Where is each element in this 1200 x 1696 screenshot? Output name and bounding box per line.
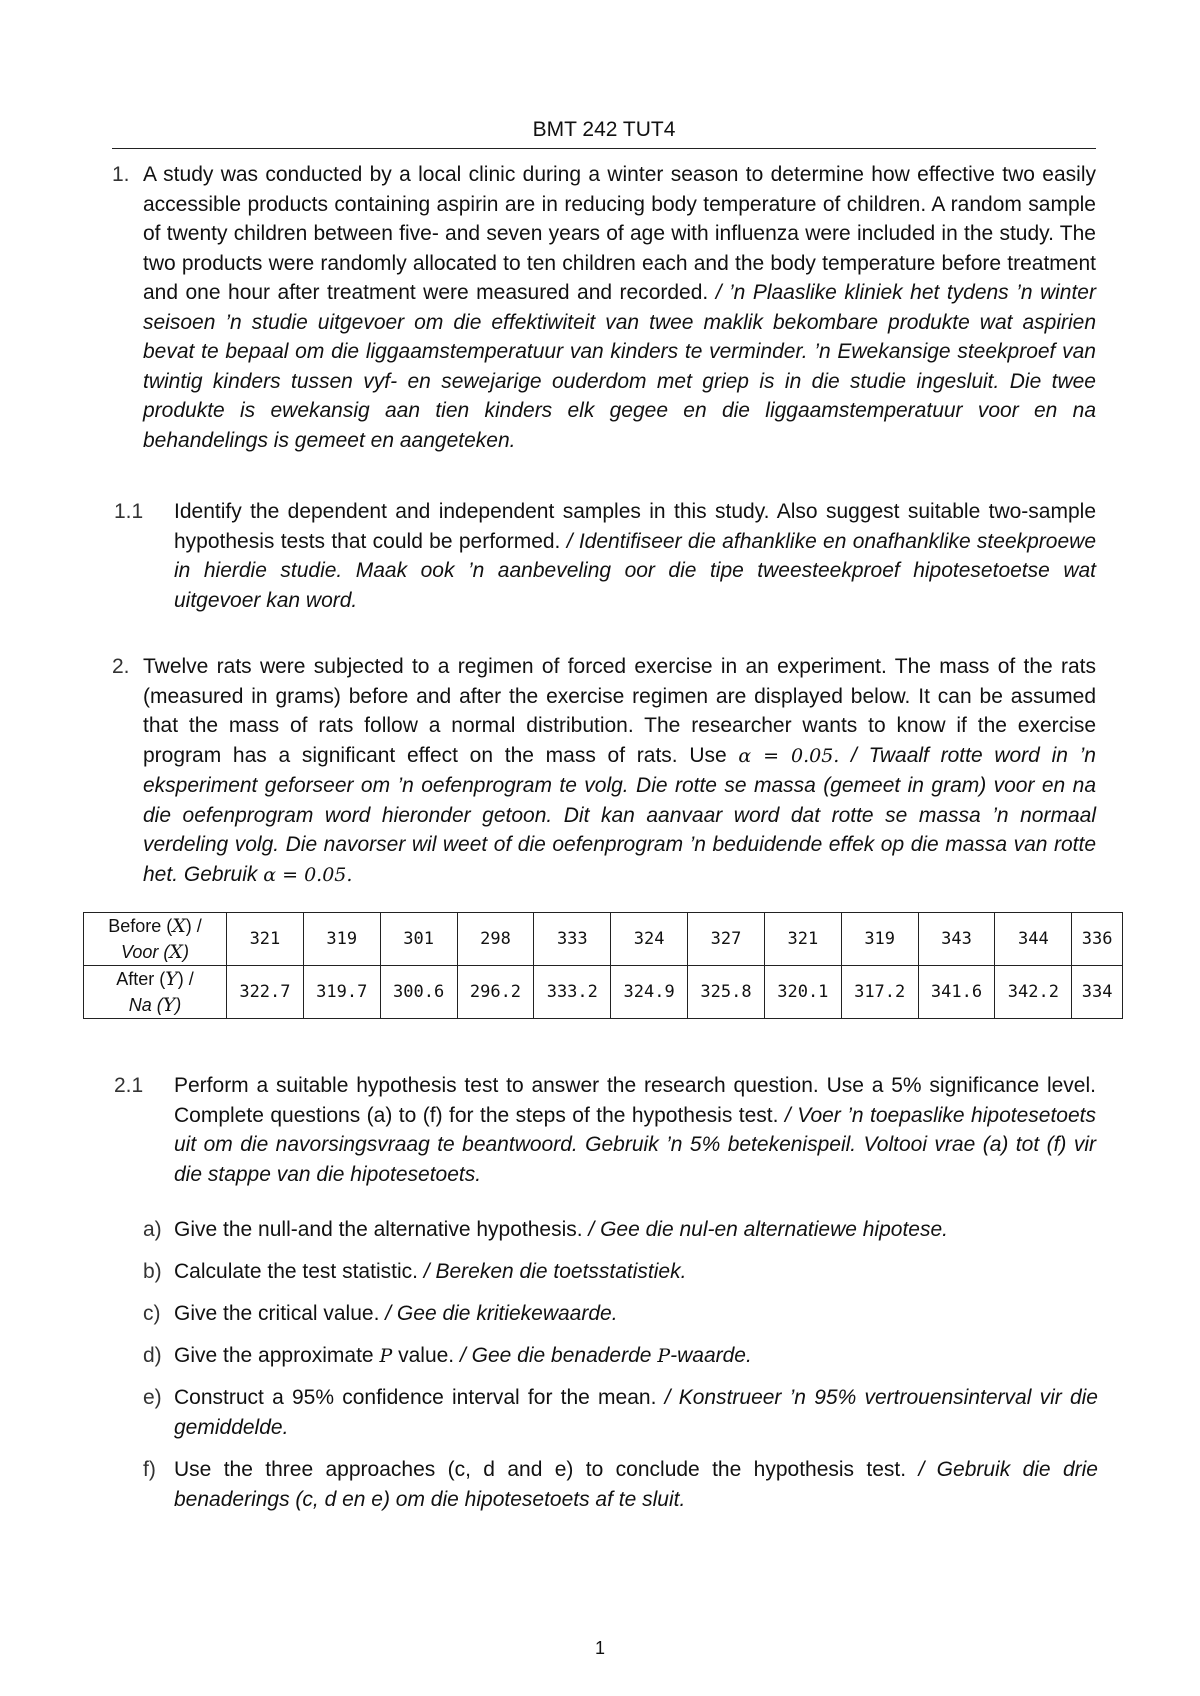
table-cell: 322.7 [227, 966, 304, 1019]
item-text-af: / Gee die nul-en alternatiewe hipotese. [588, 1218, 948, 1241]
row-header-after: After (Y) / Na (Y) [84, 966, 227, 1019]
table-cell: 341.6 [918, 966, 995, 1019]
item-letter: a) [143, 1218, 162, 1241]
question-text-en: Perform a suitable hypothesis test to answer the research question. Use a 5% significance level. Complete questions (a) to (f) for the steps of the hypothesis test. [174, 1074, 1096, 1127]
table-cell: 324 [611, 913, 688, 966]
question-body [174, 1071, 1096, 1189]
row-header-before: Before (X) / Voor (X) [84, 913, 227, 966]
table-cell: 321 [227, 913, 304, 966]
list-item [143, 1455, 1098, 1514]
item-text-en: Use the three approaches (c, d and e) to conclude the hypothesis test. [174, 1458, 907, 1481]
table-cell: 319 [841, 913, 918, 966]
table-row-before [84, 913, 1123, 966]
item-text-af-b: -waarde. [670, 1344, 752, 1367]
table-cell: 321 [764, 913, 841, 966]
item-text-en: Construct a 95% confidence interval for the mean. [174, 1386, 657, 1409]
list-item [143, 1299, 1098, 1329]
item-text-af: / Bereken die toetsstatistiek. [423, 1260, 687, 1283]
page-header [112, 118, 1096, 149]
question-1 [112, 160, 1096, 455]
question-text-af: / ’n Plaaslike kliniek het tydens ’n winter seisoen ’n studie uitgevoer om die effektiwiteit van twee maklik bekombare produkte wat aspirien bevat te bepaal om die liggaamstemperatuur van kinders te verminder. ’n Ewekansige steekproef van twintig kinders tussen vyf- en sewejarige ouderdom met griep is in die studie ingesluit. Die twee produkte is ewekansig aan tien kinders elk gegee en die liggaamstemperatuur voor en na behandelings is gemeet en aangeteken. [143, 281, 1096, 452]
item-text-en: Give the critical value. [174, 1302, 380, 1325]
item-text-en: Give the null-and the alternative hypothesis. [174, 1218, 583, 1241]
table-cell: 319 [303, 913, 380, 966]
question-number: 2.1 [114, 1074, 144, 1097]
question-body [143, 652, 1096, 890]
item-letter: c) [143, 1302, 161, 1325]
question-body [143, 160, 1096, 455]
p-symbol: P [657, 1345, 671, 1367]
p-symbol: P [379, 1345, 393, 1367]
item-letter: f) [143, 1458, 156, 1481]
table-cell: 319.7 [303, 966, 380, 1019]
table-cell: 324.9 [611, 966, 688, 1019]
question-text-af: / Identifiseer die afhanklike en onafhanklike steekproewe in hierdie studie. Maak ook ’n aanbeveling oor die tipe tweesteekproef hipotesetoetse wat uitgevoer kan word. [174, 529, 1096, 612]
table-cell: 300.6 [380, 966, 457, 1019]
item-letter: d) [143, 1344, 162, 1367]
item-text-en-b: value. [398, 1344, 455, 1367]
question-body [174, 497, 1096, 615]
table-cell: 333 [534, 913, 611, 966]
alpha-value-en: α = 0.05. [738, 744, 840, 767]
table-cell: 317.2 [841, 966, 918, 1019]
item-letter: e) [143, 1386, 162, 1409]
list-item [143, 1383, 1098, 1442]
question-text-en: Identify the dependent and independent samples in this study. Also suggest suitable two-sample hypothesis tests that could be performed. [174, 500, 1096, 553]
table-cell: 296.2 [457, 966, 534, 1019]
item-text-af: / Gebruik die drie benaderings (c, d en e) om die hipotesetoets af te sluit. [174, 1458, 1098, 1511]
question-text-en: A study was conducted by a local clinic during a winter season to determine how effective two easily accessible products containing aspirin are in reducing body temperature of children. A random sample of twenty children between five- and seven years of age with influenza were included in the study. The two products were randomly allocated to ten children each and the body temperature before treatment and one hour after treatment were measured and recorded. [143, 163, 1096, 304]
page-number: 1 [594, 1638, 605, 1658]
table-cell: 298 [457, 913, 534, 966]
table-cell: 334 [1072, 966, 1123, 1019]
question-text-af: / Voer ’n toepaslike hipotesetoets uit om die navorsingsvraag te beantwoord. Gebruik ’n 5% betekenispeil. Voltooi vrae (a) tot (f) vir die stappe van die hipotesetoets. [174, 1103, 1096, 1186]
rat-mass-table [83, 912, 1123, 1019]
list-item [143, 1257, 1098, 1287]
alpha-value-af: α = 0.05. [263, 863, 353, 886]
list-item [143, 1341, 1098, 1372]
table-cell: 333.2 [534, 966, 611, 1019]
table-cell: 336 [1072, 913, 1123, 966]
question-number: 2. [112, 655, 130, 678]
item-text-af: / Gee die kritiekewaarde. [385, 1302, 618, 1325]
item-letter: b) [143, 1260, 162, 1283]
item-text-af: / Konstrueer ’n 95% vertrouensinterval vir die gemiddelde. [174, 1386, 1098, 1439]
question-number: 1.1 [114, 500, 144, 523]
item-text-en: Calculate the test statistic. [174, 1260, 418, 1283]
table-cell: 327 [688, 913, 765, 966]
question-2 [112, 652, 1096, 890]
table-cell: 343 [918, 913, 995, 966]
table-cell: 325.8 [688, 966, 765, 1019]
question-1-1 [112, 497, 1096, 615]
question-text-en: Twelve rats were subjected to a regimen of forced exercise in an experiment. The mass of the rats (measured in grams) before and after the exercise regimen are displayed below. It can be assumed that the mass of rats follow a normal distribution. The researcher wants to know if the exercise program has a significant effect on the mass of rats. Use [143, 655, 1096, 767]
table-cell: 344 [995, 913, 1072, 966]
question-2-1 [112, 1071, 1096, 1189]
item-text-af-a: / Gee die benaderde [459, 1344, 652, 1367]
item-text-en-a: Give the approximate [174, 1344, 374, 1367]
question-text-af: / Twaalf rotte word in ’n eksperiment geforseer om ’n oefenprogram te volg. Die rotte se massa (gemeet in gram) voor en na die oefenprogram word hieronder getoon. Dit kan aanvaar word dat rotte se massa ’n normaal verdeling volg. Die navorser wil weet of die oefenprogram ’n beduidende effek op die massa van rotte het. Gebruik [143, 743, 1096, 886]
document-title: BMT 242 TUT4 [532, 118, 676, 141]
list-item [143, 1215, 1098, 1245]
question-number: 1. [112, 163, 130, 186]
table-cell: 301 [380, 913, 457, 966]
table-cell: 320.1 [764, 966, 841, 1019]
table-row-after [84, 966, 1123, 1019]
table-cell: 342.2 [995, 966, 1072, 1019]
